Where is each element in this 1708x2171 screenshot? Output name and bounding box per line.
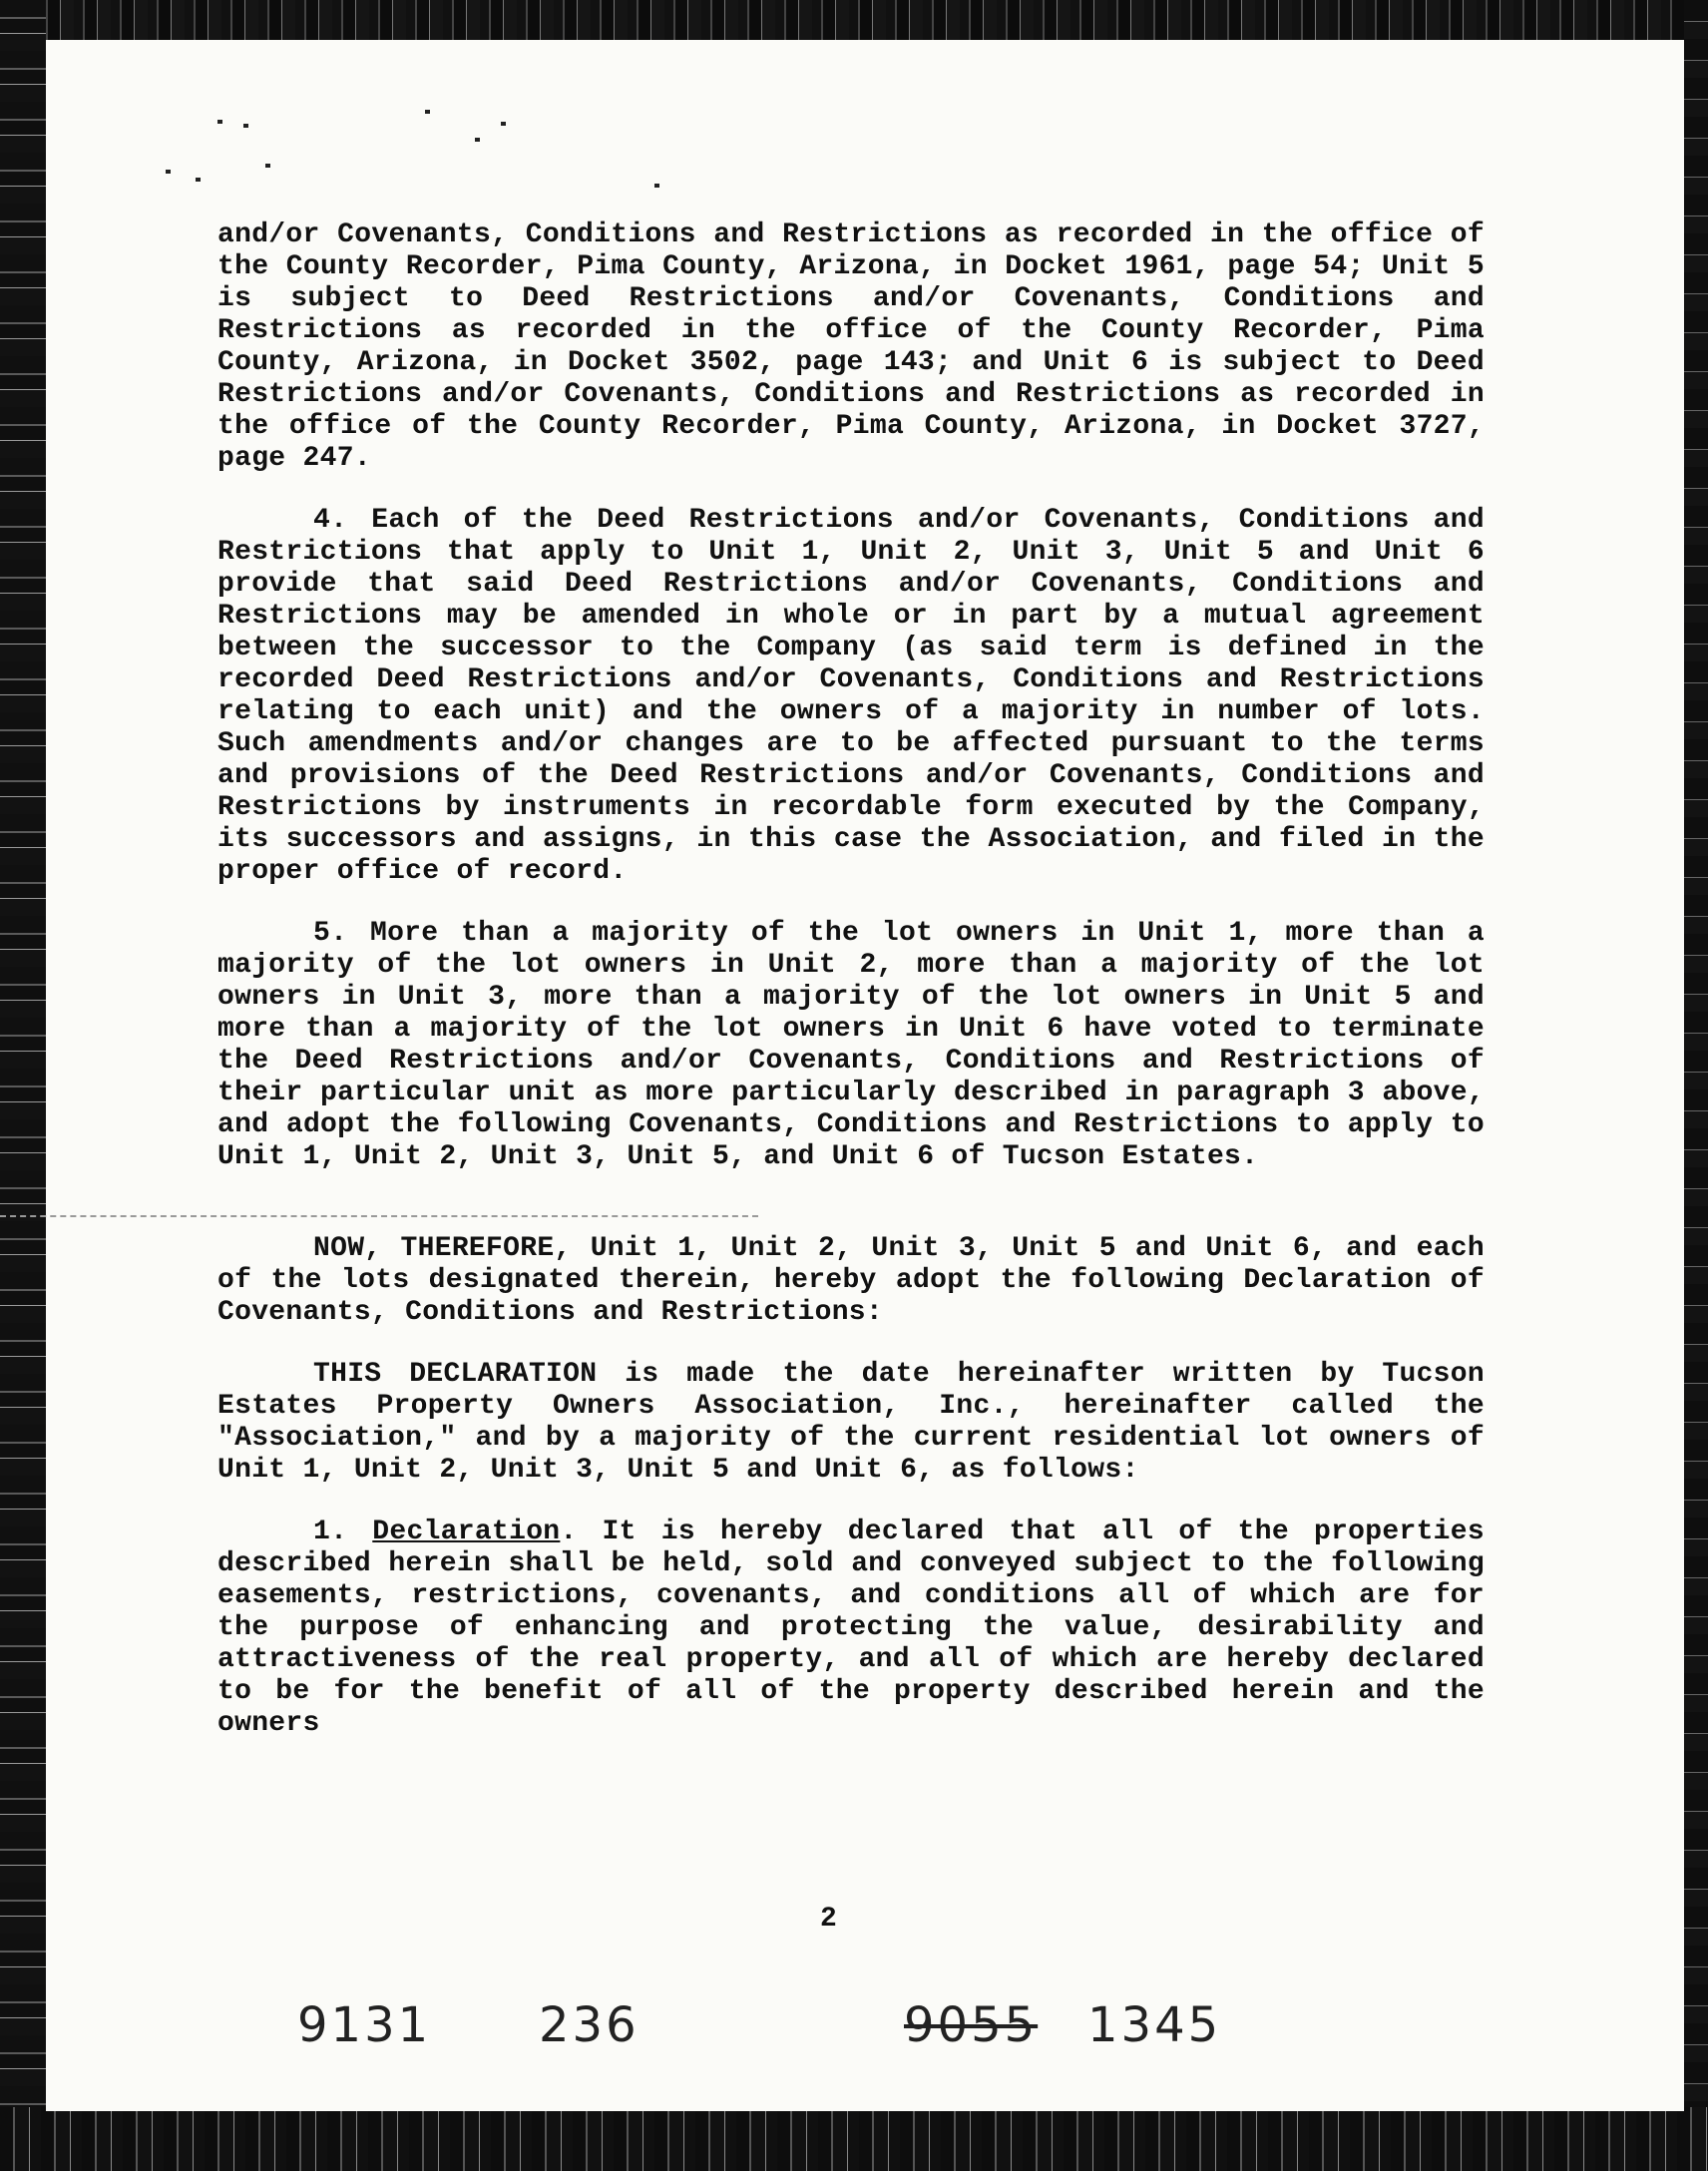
- section-1-number: 1.: [313, 1517, 348, 1547]
- now-therefore-paragraph: [217, 1233, 1485, 1329]
- section-1-title: Declaration: [372, 1517, 561, 1547]
- scan-border-right: [1684, 0, 1708, 2171]
- document-body: [217, 219, 1485, 1770]
- speck: [425, 110, 430, 114]
- declaration-intro: THIS DECLARATION is made the date hereinafter written by Tucson Estates Property Owners Association, Inc., hereinafter called the "Association," and by a majority of the current residential lot owners of Unit 1, Unit 2, Unit 3, Unit 5 and Unit 6, as follows:: [217, 1359, 1485, 1486]
- now-therefore-lead: NOW, THEREFORE,: [313, 1233, 572, 1264]
- recording-stamp-docket: 9131: [297, 1997, 432, 2053]
- speck: [501, 122, 506, 126]
- now-therefore-text: Unit 1, Unit 2, Unit 3, Unit 5 and Unit 6, and each of the lots designated therein, hereby adopt the following Declaration of Covenants, Conditions and Restrictions:: [217, 1233, 1486, 1328]
- speck: [196, 178, 201, 182]
- speck: [217, 120, 222, 124]
- section-1-declaration: [217, 1517, 1485, 1740]
- speck: [243, 124, 248, 128]
- scan-border-bottom: [0, 2107, 1708, 2171]
- scan-border-left: [0, 0, 46, 2171]
- speck: [265, 164, 270, 168]
- recording-stamp-struck-page: 1345: [1087, 1997, 1222, 2053]
- speck: [475, 138, 480, 142]
- section-1-body: . It is hereby declared that all of the properties described herein shall be held, sold and conveyed subject to the following easements, restrictions, covenants, and conditions all of which are for the purpose of enhancing and protecting the value, desirability and attractiveness of the real property, and all of which are hereby declared to be for the benefit of all of the property described herein and the owners: [217, 1517, 1485, 1739]
- continued-paragraph: and/or Covenants, Conditions and Restrictions as recorded in the office of the County Recorder, Pima County, Arizona, in Docket 1961, page 54; Unit 5 is subject to Deed Restrictions and/or Covenants, Conditions and Restrictions as recorded in the office of the County Recorder, Pima County, Arizona, in Docket 3502, page 143; and Unit 6 is subject to Deed Restrictions and/or Covenants, Conditions and Restrictions as recorded in the office of the County Recorder, Pima County, Arizona, in Docket 3727, page 247.: [217, 219, 1485, 474]
- speck: [166, 170, 171, 174]
- scan-noise: [126, 100, 724, 210]
- scan-border-top: [0, 0, 1708, 44]
- paragraph-4: 4. Each of the Deed Restrictions and/or Covenants, Conditions and Restrictions that apply to Unit 1, Unit 2, Unit 3, Unit 5 and Unit 6 provide that said Deed Restrictions and/or Covenants, Conditions and Restrictions may be amended in whole or in part by a mutual agreement between the successor to the Company (as said term is defined in the recorded Deed Restrictions and/or Covenants, Conditions and Restrictions relating to each unit) and the owners of a majority in number of lots. Such amendments and/or changes are to be affected pursuant to the terms and provisions of the Deed Restrictions and/or Covenants, Conditions and Restrictions by instruments in recordable form executed by the Company, its successors and assigns, in this case the Association, and filed in the proper office of record.: [217, 505, 1485, 887]
- paragraph-5: 5. More than a majority of the lot owners in Unit 1, more than a majority of the lot owners in Unit 2, more than a majority of the lot owners in Unit 3, more than a majority of the lot owners in Unit 5 and more than a majority of the lot owners in Unit 6 have voted to terminate the Deed Restrictions and/or Covenants, Conditions and Restrictions of their particular unit as more particularly described in paragraph 3 above, and adopt the following Covenants, Conditions and Restrictions to apply to Unit 1, Unit 2, Unit 3, Unit 5, and Unit 6 of Tucson Estates.: [217, 918, 1485, 1172]
- speck: [654, 184, 659, 188]
- recording-stamp-page: 236: [539, 1997, 640, 2053]
- recording-stamp-struck-docket: 9055: [904, 1997, 1039, 2053]
- page-number: 2: [820, 1904, 837, 1935]
